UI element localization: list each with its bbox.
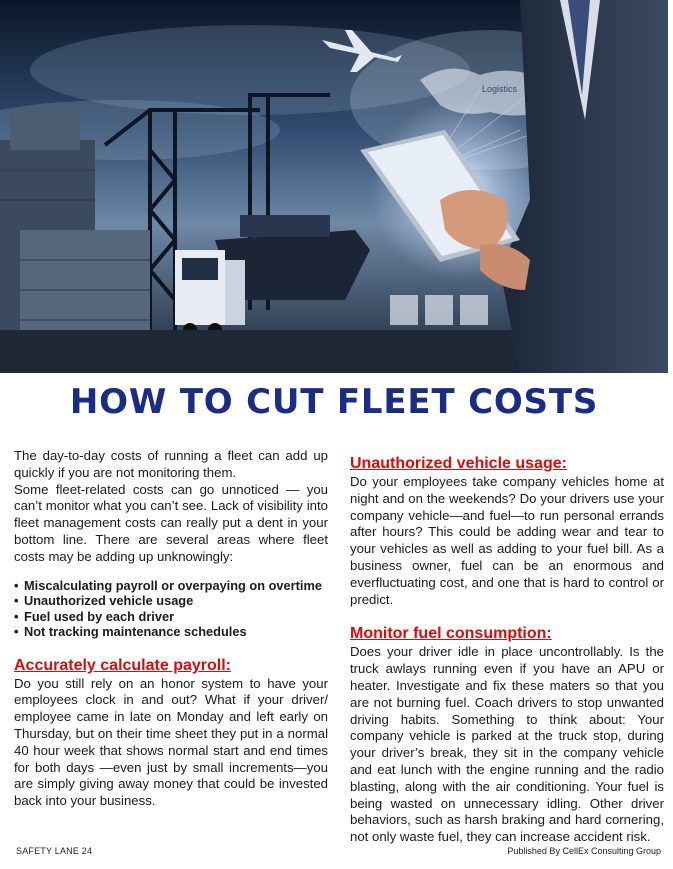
list-item: • Fuel used by each driver: [14, 608, 175, 624]
footer-page-label: SAFETY LANE 24: [16, 846, 93, 856]
hero-image: [0, 0, 668, 373]
cost-area-list: [14, 578, 328, 640]
bullet-icon: •: [14, 624, 19, 640]
right-column: [350, 454, 664, 846]
map-label-logistics: Logistics: [482, 84, 518, 94]
bullet-icon: •: [14, 608, 19, 624]
bullet-icon: •: [14, 577, 19, 593]
fuel-body: Does your driver idle in place uncontrollably. Is the truck awlays running even if you have an APU or heater. Investigate and fix these maters so that you are not burning fuel. Coach drivers to stop unwanted driving habits. Something to think about: Your company vehicle is parked at the truck stop, during your driver’s break, they sit in the company vehicle and eat lunch with the engine running and the radio blasting, along with the air conditioning. Your fuel is being wasted on unnecessary idling. Other driver behaviors, such as harsh braking and hard cornering, not only waste fuel, they can increase accident risk.: [350, 644, 664, 845]
intro-paragraph-2: Some fleet-related costs can go unnoticed — you can’t monitor what you can’t see. Lack of visibility into fleet management costs can really put a dent in your bottom line. There are several areas where fleet costs may be adding up unknowingly:: [14, 481, 328, 564]
truck-graphic: [175, 250, 245, 337]
fuel-heading: Monitor fuel consumption:: [350, 625, 552, 643]
unauthorized-body: Do your employees take company vehicles home at night and on the weekends? Do your drivers use your company vehicle—and fuel—to run personal errands after hours? This could be adding wear and tear to your vehicles as well as adding to your fuel bill. As a business owner, fuel can be an enormous and everfluctuating cost, and one that is hard to control or predict.: [350, 474, 664, 607]
list-item: • Unauthorized vehicle usage: [14, 593, 194, 609]
truck-fleet-graphic: [390, 295, 488, 325]
unauthorized-heading: Unauthorized vehicle usage:: [350, 455, 567, 472]
footer-publisher: Published By CellEx Consulting Group: [507, 846, 661, 856]
payroll-heading: Accurately calculate payroll:: [14, 656, 231, 674]
bullet-icon: •: [14, 593, 19, 609]
left-column: [14, 448, 328, 810]
payroll-body: Do you still rely on an honor system to have your employees clock in and out? What if your driver/ employee came in late on Monday and left early on Thursday, but on their time sheet they put in a normal 40 hour week that shows normal start and end times for both days —even just by small increments—you are simply giving away money that could be invested back into your business.: [14, 675, 328, 809]
list-item: • Not tracking maintenance schedules: [14, 624, 247, 640]
intro-paragraph-1: The day-to-day costs of running a fleet can add up quickly if you are not monitoring them.: [14, 448, 328, 480]
logistics-illustration: [0, 0, 668, 373]
list-item: • Miscalculating payroll or overpaying on overtime: [14, 577, 322, 593]
page-title: HOW TO CUT FLEET COSTS: [69, 382, 599, 422]
